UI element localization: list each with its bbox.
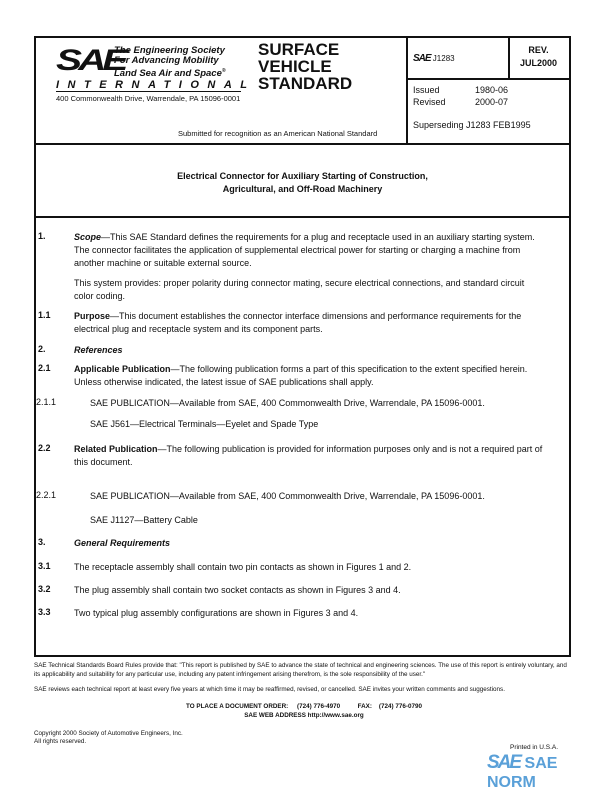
rev-date: JUL2000: [519, 58, 558, 68]
dates-values: [475, 84, 508, 108]
international-label: INTERNATIONAL: [56, 79, 256, 91]
section-heading: Related Publication: [74, 444, 158, 454]
web-address: SAE WEB ADDRESS http://www.sae.org: [244, 712, 364, 719]
revised-label: Revised: [413, 97, 446, 107]
issued-label: Issued: [413, 85, 440, 95]
section-paragraph: [74, 607, 544, 620]
dates-labels: [413, 84, 473, 108]
section-paragraph: [90, 397, 560, 410]
submitted-note: Submitted for recognition as an American National Standard: [178, 129, 378, 138]
watermark-logo: SAE SAE NORM: [487, 752, 558, 791]
section-number: 3.1: [38, 561, 51, 571]
divider: [34, 216, 569, 218]
board-rules: SAE Technical Standards Board Rules provide that: "This report is published by SAE to advance the state of technical and engineering sciences. The use of this report is entirely voluntary, and its applicability and suitability for any particular use, including any patent infringement arising therefrom, is the sole responsibility of the user.": [34, 662, 567, 678]
section-paragraph: [90, 418, 560, 431]
revision: [510, 44, 567, 70]
standard-line: VEHICLE: [258, 57, 332, 76]
section-number: 3.2: [38, 584, 51, 594]
address: 400 Commonwealth Drive, Warrendale, PA 15096-0001: [56, 94, 241, 103]
revised-date: 2000-07: [475, 97, 509, 107]
review-note: SAE reviews each technical report at least every five years at which time it may be reaffirmed, revised, or cancelled. SAE invites your written comments and suggestions.: [34, 686, 505, 693]
document-title: [36, 170, 569, 196]
divider: [34, 143, 569, 145]
standard-line: SURFACE: [258, 40, 340, 59]
section-text: —This document establishes the connector interface dimensions and performance requirements for the electrical plug and receptacle system and its component parts.: [74, 311, 522, 334]
section-paragraph: [74, 584, 544, 597]
rev-label: REV.: [528, 45, 549, 55]
tagline: [114, 46, 226, 79]
section-text: —The following publication forms a part of this specification to the extent specified herein. Unless otherwise indicated, the latest issue of SAE publications shall apply.: [74, 364, 528, 387]
order-info: TO PLACE A DOCUMENT ORDER: (724) 776-4970 FAX: (724) 776-0790: [186, 703, 422, 710]
watermark-text: SAE NORM: [487, 755, 558, 791]
section-heading: Purpose: [74, 311, 111, 321]
section-number: 2.1: [38, 363, 51, 373]
section-heading: Applicable Publication: [74, 364, 171, 374]
printed: Printed in U.S.A.: [510, 744, 559, 751]
divider: [406, 36, 408, 144]
section-number: 2.2: [38, 443, 51, 453]
section-paragraph: [74, 561, 544, 574]
section-paragraph: [74, 443, 544, 469]
title-line: Electrical Connector for Auxiliary Starting of Construction,: [177, 171, 428, 181]
tagline-line: The Engineering Society: [114, 45, 225, 56]
section-number: 3.3: [38, 607, 51, 617]
section-text: SAE PUBLICATION—Available from SAE, 400 Commonwealth Drive, Warrendale, PA 15096-0001.: [90, 491, 485, 501]
section-text: SAE J1127—Battery Cable: [90, 515, 198, 525]
tagline-line: Land Sea Air and Space: [114, 68, 222, 80]
registered-mark: ®: [221, 68, 226, 74]
section-heading: Scope: [74, 232, 102, 242]
section-number: 3.: [38, 537, 46, 547]
divider: [406, 78, 569, 80]
section-text: SAE PUBLICATION—Available from SAE, 400 Commonwealth Drive, Warrendale, PA 15096-0001.: [90, 398, 485, 408]
section-paragraph: [74, 344, 544, 357]
rights: All rights reserved.: [34, 738, 87, 745]
section-paragraph: [90, 514, 560, 527]
section-paragraph: [90, 490, 560, 503]
section-text: —The following publication is provided for information purposes only and is not a required part of this document.: [74, 444, 543, 467]
section-number: 2.1.1: [36, 397, 57, 407]
superseding: Superseding J1283 FEB1995: [413, 120, 531, 130]
tagline-line: For Advancing Mobility: [114, 55, 219, 66]
section-text: —This SAE Standard defines the requirements for a plug and receptacle used in an auxiliary starting system. The connector facilitates the application of supplemental electrical power for starting or charging a machine from another machine or suitable external source.: [74, 232, 535, 268]
section-text: The plug assembly shall contain two socket contacts as shown in Figures 3 and 4.: [74, 585, 401, 595]
section-number: 2.2.1: [36, 490, 57, 500]
section-number: 2.: [38, 344, 46, 354]
sae-logo: SAE: [56, 44, 125, 77]
doc-number-text: J1283: [432, 54, 455, 63]
section-heading: General Requirements: [74, 538, 171, 548]
section-paragraph: [74, 231, 544, 270]
section-text: SAE J561—Electrical Terminals—Eyelet and Spade Type: [90, 419, 319, 429]
doc-logo: SAE: [413, 53, 431, 64]
section-paragraph: [74, 537, 544, 550]
section-text: Two typical plug assembly configurations are shown in Figures 3 and 4.: [74, 608, 359, 618]
section-number: 1.1: [38, 310, 51, 320]
issued-date: 1980-06: [475, 85, 509, 95]
section-text: This system provides: proper polarity during connector mating, secure electrical connections, and standard circuit color coding.: [74, 278, 525, 301]
standard-type: [258, 41, 352, 92]
section-number: 1.: [38, 231, 46, 241]
section-paragraph: [74, 277, 544, 303]
doc-number: [413, 53, 455, 64]
title-line: Agricultural, and Off-Road Machinery: [222, 184, 383, 194]
section-paragraph: [74, 363, 544, 389]
section-text: The receptacle assembly shall contain two pin contacts as shown in Figures 1 and 2.: [74, 562, 412, 572]
section-paragraph: [74, 310, 544, 336]
copyright: Copyright 2000 Society of Automotive Engineers, Inc.: [34, 730, 183, 737]
section-heading: References: [74, 345, 123, 355]
standard-line: STANDARD: [258, 74, 353, 93]
